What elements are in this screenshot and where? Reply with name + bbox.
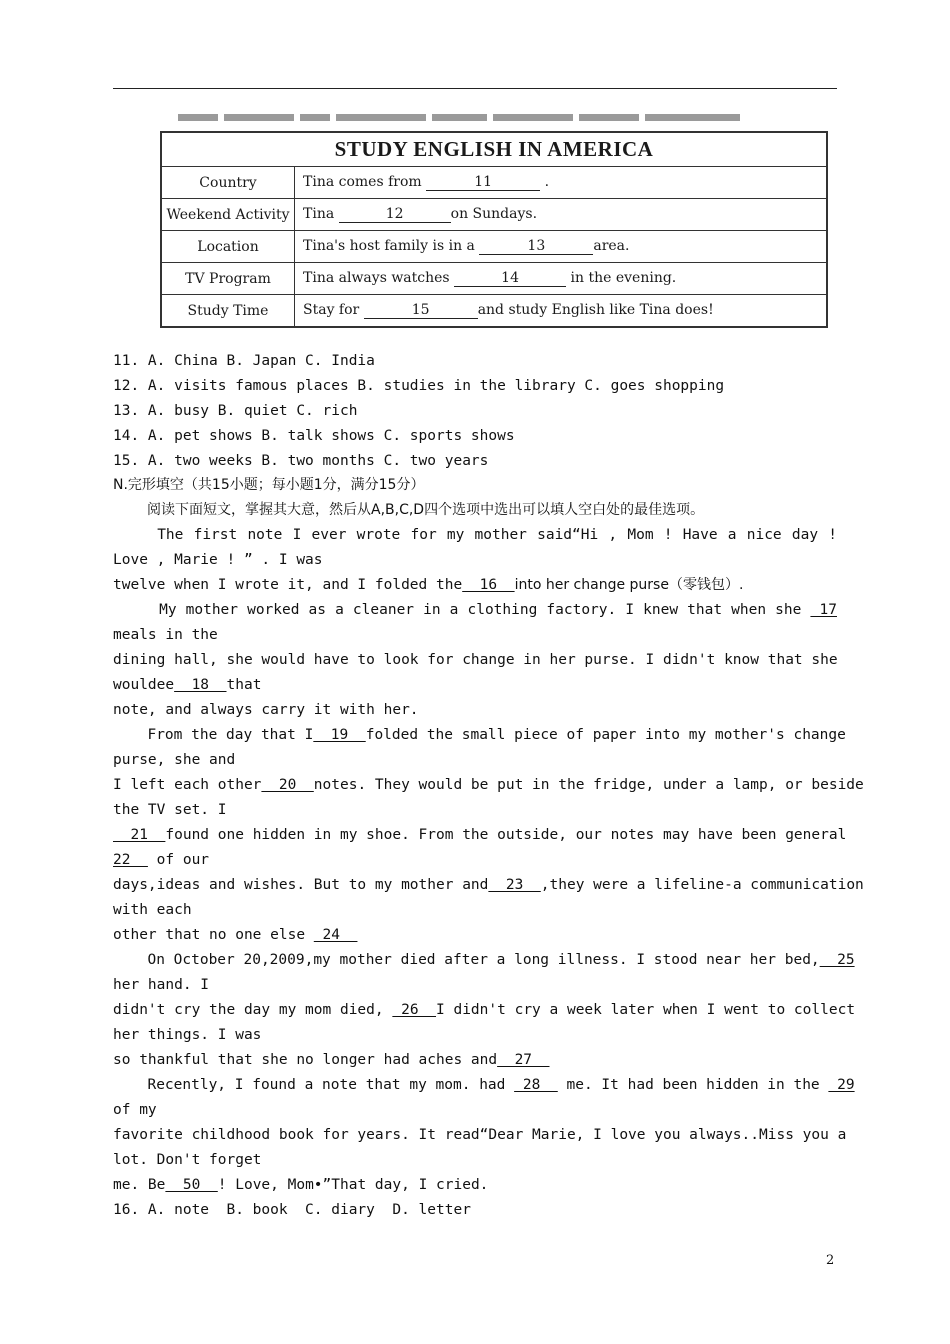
blank-29[interactable]: 29 bbox=[828, 1077, 855, 1093]
passage-line: so thankful that she no longer had aches and 27 bbox=[113, 1052, 550, 1068]
blank-13[interactable]: 13 bbox=[479, 239, 593, 255]
blank-16[interactable]: 16 bbox=[462, 577, 515, 593]
header-rule bbox=[113, 88, 837, 89]
blank-25[interactable]: 25 bbox=[819, 952, 855, 968]
scan-artifact-strip bbox=[178, 114, 790, 124]
option-line-11: 11. A. China B. Japan C. India bbox=[113, 353, 375, 369]
row-label: Country bbox=[161, 167, 295, 199]
blank-18[interactable]: 18 bbox=[174, 677, 227, 693]
option-line-12: 12. A. visits famous places B. studies in the library C. goes shopping bbox=[113, 378, 725, 394]
blank-24[interactable]: 24 bbox=[313, 927, 358, 943]
passage-line: My mother worked as a cleaner in a clothing factory. I knew that when she 17 bbox=[150, 602, 837, 618]
table-row bbox=[161, 263, 827, 295]
passage-line: Love , Marie ! ” . I was bbox=[113, 552, 323, 568]
page-number: 2 bbox=[826, 1253, 835, 1268]
table-row bbox=[161, 199, 827, 231]
passage-line: 22 of our bbox=[113, 852, 210, 868]
passage-line: her hand. I bbox=[113, 977, 210, 993]
blank-27[interactable]: 27 bbox=[497, 1052, 550, 1068]
blank-22[interactable]: 22 bbox=[113, 852, 148, 868]
passage-line: The first note I ever wrote for my mother said“Hi , Mom ! Have a nice day ! bbox=[147, 527, 837, 543]
table-row bbox=[161, 231, 827, 263]
row-label: Location bbox=[161, 231, 295, 263]
row-text: Tina always watches 14 in the evening. bbox=[295, 263, 828, 295]
blank-14[interactable]: 14 bbox=[454, 271, 566, 287]
passage-line: the TV set. I bbox=[113, 802, 227, 818]
row-text: Stay for 15 and study English like Tina does! bbox=[295, 295, 828, 328]
passage-line: lot. Don't forget bbox=[113, 1152, 262, 1168]
blank-15[interactable]: 15 bbox=[364, 303, 478, 319]
row-text: Tina's host family is in a 13 area. bbox=[295, 231, 828, 263]
option-line-16: 16. A. note B. book C. diary D. letter bbox=[113, 1202, 471, 1218]
passage-line: her things. I was bbox=[113, 1027, 262, 1043]
cloze-heading: N.完形填空（共15小题；每小题1分，满分15分） bbox=[113, 477, 425, 493]
passage-line: meals in the bbox=[113, 627, 218, 643]
blank-12[interactable]: 12 bbox=[339, 207, 451, 223]
blank-50[interactable]: 50 bbox=[165, 1177, 218, 1193]
passage-line: twelve when I wrote it, and I folded the 16 into her change purse（零钱包）. bbox=[113, 577, 744, 593]
passage-line: of my bbox=[113, 1102, 157, 1118]
blank-17[interactable]: 17 bbox=[810, 602, 837, 618]
passage-line: with each bbox=[113, 902, 192, 918]
blank-20[interactable]: 20 bbox=[261, 777, 314, 793]
passage-line: 21 found one hidden in my shoe. From the outside, our notes may have been general bbox=[113, 827, 847, 843]
passage-line: note, and always carry it with her. bbox=[113, 702, 419, 718]
row-label: Study Time bbox=[161, 295, 295, 328]
passage-line: wouldee 18 that bbox=[113, 677, 262, 693]
study-english-table bbox=[160, 131, 828, 328]
passage-line: days,ideas and wishes. But to my mother and 23 ,they were a lifeline-a communication bbox=[113, 877, 864, 893]
passage-line: purse, she and bbox=[113, 752, 236, 768]
passage-line: me. Be 50 ! Love, Mom•”That day, I cried. bbox=[113, 1177, 489, 1193]
passage-line: favorite childhood book for years. It read“Dear Marie, I love you always..Miss you a bbox=[113, 1127, 847, 1143]
table-title: STUDY ENGLISH IN AMERICA bbox=[161, 132, 827, 167]
passage-line: didn't cry the day my mom died, 26 I didn't cry a week later when I went to collect bbox=[113, 1002, 856, 1018]
cloze-instruction: 阅读下面短文，掌握其大意，然后从A,B,C,D四个选项中选出可以填人空白处的最佳选项。 bbox=[147, 502, 705, 518]
table-row bbox=[161, 295, 827, 328]
passage-line: On October 20,2009,my mother died after a long illness. I stood near her bed, 25 bbox=[130, 952, 855, 968]
blank-11[interactable]: 11 bbox=[426, 175, 540, 191]
blank-26[interactable]: 26 bbox=[392, 1002, 437, 1018]
row-text: Tina 12 on Sundays. bbox=[295, 199, 828, 231]
passage-line: From the day that I 19 folded the small piece of paper into my mother's change bbox=[130, 727, 846, 743]
blank-28[interactable]: 28 bbox=[514, 1077, 558, 1093]
passage-line: other that no one else 24 bbox=[113, 927, 358, 943]
blank-23[interactable]: 23 bbox=[488, 877, 541, 893]
row-text: Tina comes from 11 . bbox=[295, 167, 828, 199]
option-line-13: 13. A. busy B. quiet C. rich bbox=[113, 403, 358, 419]
passage-line: I left each other 20 notes. They would be put in the fridge, under a lamp, or beside bbox=[113, 777, 864, 793]
option-line-14: 14. A. pet shows B. talk shows C. sports shows bbox=[113, 428, 515, 444]
row-label: TV Program bbox=[161, 263, 295, 295]
row-label: Weekend Activity bbox=[161, 199, 295, 231]
blank-19[interactable]: 19 bbox=[313, 727, 366, 743]
passage-line: Recently, I found a note that my mom. had 28 me. It had been hidden in the 29 bbox=[130, 1077, 855, 1093]
table-row bbox=[161, 167, 827, 199]
passage-line: dining hall, she would have to look for change in her purse. I didn't know that she bbox=[113, 652, 838, 668]
option-line-15: 15. A. two weeks B. two months C. two years bbox=[113, 453, 489, 469]
blank-21[interactable]: 21 bbox=[113, 827, 166, 843]
